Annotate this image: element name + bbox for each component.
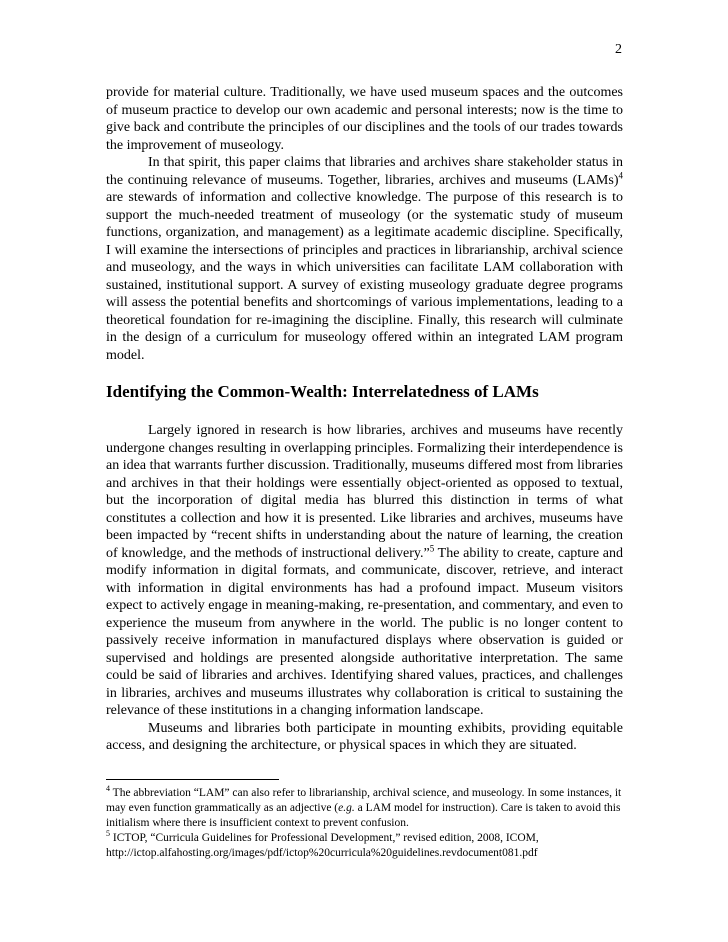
footnote-number: 4	[106, 784, 110, 794]
footnote-separator	[106, 779, 279, 780]
footnote-text: ICTOP, “Curricula Guidelines for Professional Development,” revised edition, 2008, ICOM, http://ictop.alfahosting.org/images/pdf/ictop%20curricula%20guidelines.revdocument081.pdf	[106, 832, 539, 859]
footnotes	[106, 786, 626, 861]
paragraph-4: Museums and libraries both participate in mounting exhibits, providing equitable access, and designing the architecture, or physical spaces in which they are situated.	[106, 720, 623, 753]
paragraph-2-text-a: In that spirit, this paper claims that libraries and archives share stakeholder status in the continuing relevance of museums. Together, libraries, archives and museums (LAMs)	[106, 155, 623, 188]
page-number: 2	[615, 42, 622, 57]
footnote-ref-5: 5	[429, 542, 435, 553]
footnote-ref-4: 4	[618, 169, 623, 180]
paragraph-2	[106, 154, 623, 364]
footnote-number: 5	[106, 829, 110, 839]
paragraph-3	[106, 422, 623, 720]
paragraph-3-text-a: Largely ignored in research is how libraries, archives and museums have recently undergone changes resulting in overlapping principles. Formalizing their interdependence is an idea that warrants further discussion. Traditionally, museums differed most from libraries and archives in that their holdings were essentially object-oriented as opposed to textual, but the incorporation of digital media has blurred this distinction in terms of what constitutes a collection and how it is presented. Like libraries and archives, museums have been impacted by “recent shifts in understanding about the nature of learning, the creation of knowledge, and the methods of instructional delivery.”	[106, 423, 623, 561]
footnote-text: a LAM model for instruction). Care is taken to avoid this initialism where there is insufficient context to prevent confusion.	[106, 802, 621, 829]
paragraph-3-text-b: The ability to create, capture and modify information in digital formats, and communicate, discover, retrieve, and interact with information in digital environments has had a profound impact. Museum visitors expect to actively engage in meaning-making, re-presentation, and commentary, and even to experience the museum from anywhere in the world. The public is no longer content to passively receive information in manufactured displays where observation is guided or supervised and holdings are presented alongside authoritative interpretation. The same could be said of libraries and archives. Identifying shared values, practices, and challenges in libraries, archives and museums illustrates why collaboration is critical to sustaining the relevance of these institutions in a changing information landscape.	[106, 545, 623, 718]
footnote-5	[106, 831, 626, 861]
footnote-4	[106, 786, 626, 831]
paragraph-1: provide for material culture. Traditionally, we have used museum spaces and the outcomes of museum practice to develop our own academic and personal interests; now is the time to give back and contribute the principles of our disciplines and the tools of our trades towards the improvement of museology.	[106, 85, 623, 153]
section-heading: Identifying the Common-Wealth: Interrelatedness of LAMs	[106, 382, 539, 401]
footnote-text: The abbreviation “LAM” can also refer to librarianship, archival science, and museology. In some instances, it may even function grammatically as an adjective (	[106, 787, 622, 814]
paragraph-2-text-b: are stewards of information and collective knowledge. The purpose of this research is to support the much-needed treatment of museology (or the systematic study of museum functions, organization, and management) as a legitimate academic discipline. Specifically, I will examine the intersections of principles and practices in librarianship, archival science and museology, and the ways in which universities can facilitate LAM collaboration with sustained, institutional support. A survey of existing museology graduate degree programs will assess the potential benefits and shortcomings of various implementations, leading to a theoretical foundation for re-imagining the discipline. Finally, this research will culminate in the design of a curriculum for museology offered within an integrated LAM program model.	[106, 190, 623, 363]
document-body	[106, 84, 623, 755]
footnote-italic: e.g.	[338, 802, 355, 814]
